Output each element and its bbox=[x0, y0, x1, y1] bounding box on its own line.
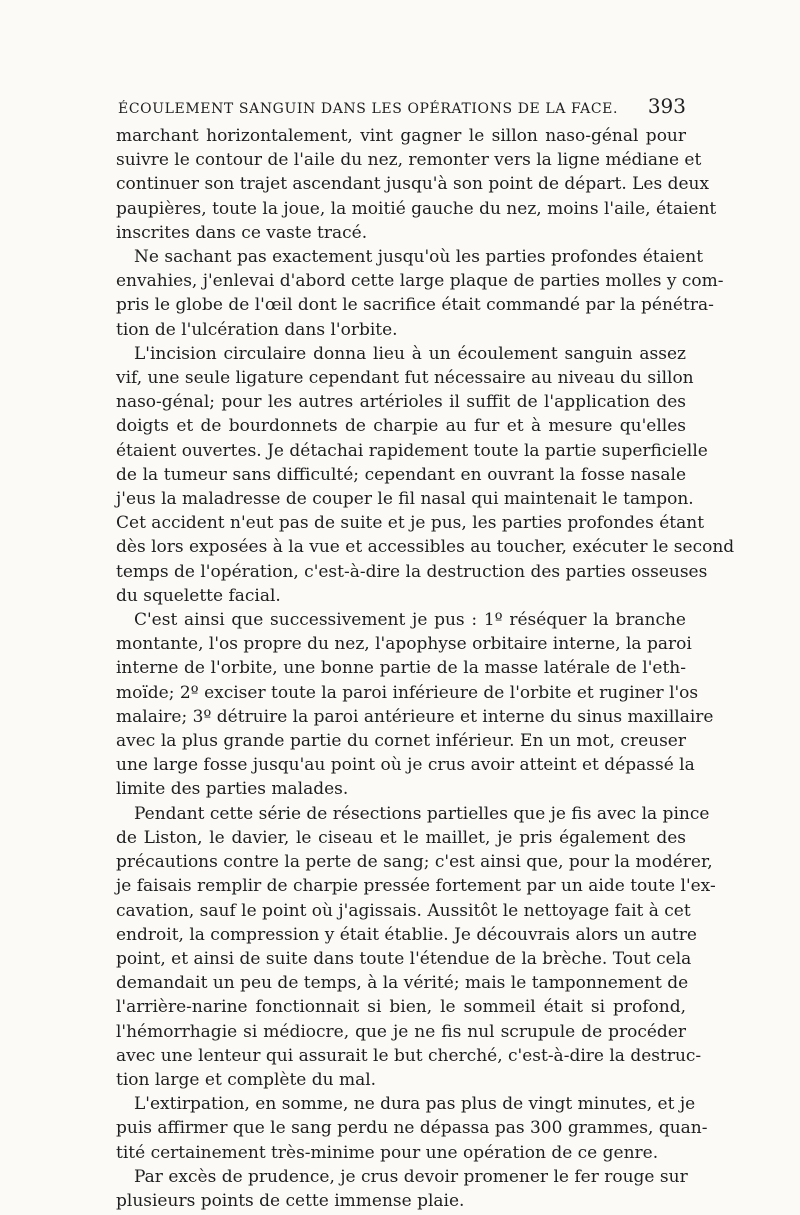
text-line: paupières, toute la joue, la moitié gauche du nez, moins l'aile, étaient bbox=[116, 198, 717, 219]
text-line: tion large et complète du mal. bbox=[116, 1069, 377, 1090]
text-line: pris le globe de l'œil dont le sacrifice était commandé par la pénétra- bbox=[116, 295, 714, 316]
paragraph bbox=[116, 342, 735, 608]
text-line: l'hémorrhagie si médiocre, que je ne fis nul scrupule de procéder bbox=[116, 1021, 686, 1042]
text-line: une large fosse jusqu'au point où je crus avoir atteint et dépassé la bbox=[116, 755, 695, 776]
text-line: Ne sachant pas exactement jusqu'où les parties profondes étaient bbox=[134, 247, 704, 268]
text-line: avec la plus grande partie du cornet inférieur. En un mot, creuser bbox=[116, 731, 686, 752]
text-line: suivre le contour de l'aile du nez, remonter vers la ligne médiane et bbox=[116, 150, 702, 171]
text-line: temps de l'opération, c'est-à-dire la destruction des parties osseuses bbox=[116, 561, 708, 582]
text-line: tité certainement très-minime pour une opération de ce genre. bbox=[116, 1142, 659, 1163]
text-line: cavation, sauf le point où j'agissais. Aussitôt le nettoyage fait à cet bbox=[116, 900, 691, 921]
running-header bbox=[116, 94, 686, 118]
paragraph bbox=[116, 1092, 708, 1165]
text-line: précautions contre la perte de sang; c'est ainsi que, pour la modérer, bbox=[116, 852, 713, 873]
text-line: Pendant cette série de résections partielles que je fis avec la pince bbox=[134, 803, 710, 824]
text-line: du squelette facial. bbox=[116, 585, 281, 606]
page bbox=[116, 94, 735, 1213]
text-line: puis affirmer que le sang perdu ne dépassa pas 300 grammes, quan- bbox=[116, 1118, 708, 1139]
body-text bbox=[116, 124, 735, 1213]
text-line: moïde; 2º exciser toute la paroi inférieure de l'orbite et ruginer l'os bbox=[116, 682, 699, 703]
text-line: tion de l'ulcération dans l'orbite. bbox=[116, 319, 398, 340]
paragraph bbox=[116, 124, 717, 245]
text-line: étaient ouvertes. Je détachai rapidement toute la partie superficielle bbox=[116, 440, 708, 461]
text-line: L'extirpation, en somme, ne dura pas plus de vingt minutes, et je bbox=[134, 1094, 696, 1115]
text-line: C'est ainsi que successivement je pus : 1º réséquer la branche bbox=[134, 610, 686, 631]
text-line: inscrites dans ce vaste tracé. bbox=[116, 222, 368, 243]
text-line: j'eus la maladresse de couper le fil nasal qui maintenait le tampon. bbox=[116, 489, 694, 510]
paragraph bbox=[116, 802, 716, 1092]
page-number: 393 bbox=[647, 94, 686, 118]
text-line: Par excès de prudence, je crus devoir promener le fer rouge sur bbox=[134, 1166, 688, 1187]
text-line: endroit, la compression y était établie. Je découvrais alors un autre bbox=[116, 924, 697, 945]
text-line: limite des parties malades. bbox=[116, 779, 349, 800]
text-line: point, et ainsi de suite dans toute l'étendue de la brèche. Tout cela bbox=[116, 948, 692, 969]
text-line: avec une lenteur qui assurait le but cherché, c'est-à-dire la destruc- bbox=[116, 1045, 702, 1066]
paragraph bbox=[116, 245, 724, 342]
text-line: l'arrière-narine fonctionnait si bien, le sommeil était si profond, bbox=[116, 997, 686, 1018]
text-line: demandait un peu de temps, à la vérité; mais le tamponnement de bbox=[116, 973, 689, 994]
text-line: dès lors exposées à la vue et accessibles au toucher, exécuter le second bbox=[116, 537, 735, 558]
text-line: montante, l'os propre du nez, l'apophyse orbitaire interne, la paroi bbox=[116, 634, 692, 655]
text-line: je faisais remplir de charpie pressée fortement par un aide toute l'ex- bbox=[116, 876, 716, 897]
text-line: interne de l'orbite, une bonne partie de la masse latérale de l'eth- bbox=[116, 658, 686, 679]
text-line: de la tumeur sans difficulté; cependant en ouvrant la fosse nasale bbox=[116, 464, 686, 485]
text-line: naso-génal; pour les autres artérioles il suffit de l'application des bbox=[116, 392, 686, 413]
running-title: ÉCOULEMENT SANGUIN DANS LES OPÉRATIONS DE LA FACE. bbox=[118, 101, 619, 117]
text-line: envahies, j'enlevai d'abord cette large plaque de parties molles y com- bbox=[116, 271, 724, 292]
text-line: malaire; 3º détruire la paroi antérieure et interne du sinus maxillaire bbox=[116, 706, 714, 727]
text-line: Cet accident n'eut pas de suite et je pus, les parties profondes étant bbox=[116, 513, 705, 534]
text-line: plusieurs points de cette immense plaie. bbox=[116, 1190, 465, 1211]
text-line: marchant horizontalement, vint gagner le sillon naso-génal pour bbox=[116, 126, 686, 146]
text-line: de Liston, le davier, le ciseau et le maillet, je pris également des bbox=[116, 827, 686, 848]
paragraph bbox=[116, 608, 714, 802]
text-line: continuer son trajet ascendant jusqu'à son point de départ. Les deux bbox=[116, 174, 710, 195]
text-line: doigts et de bourdonnets de charpie au fur et à mesure qu'elles bbox=[116, 416, 686, 437]
paragraph bbox=[116, 1165, 686, 1213]
text-line: vif, une seule ligature cependant fut nécessaire au niveau du sillon bbox=[116, 368, 694, 389]
text-line: L'incision circulaire donna lieu à un écoulement sanguin assez bbox=[134, 343, 686, 364]
